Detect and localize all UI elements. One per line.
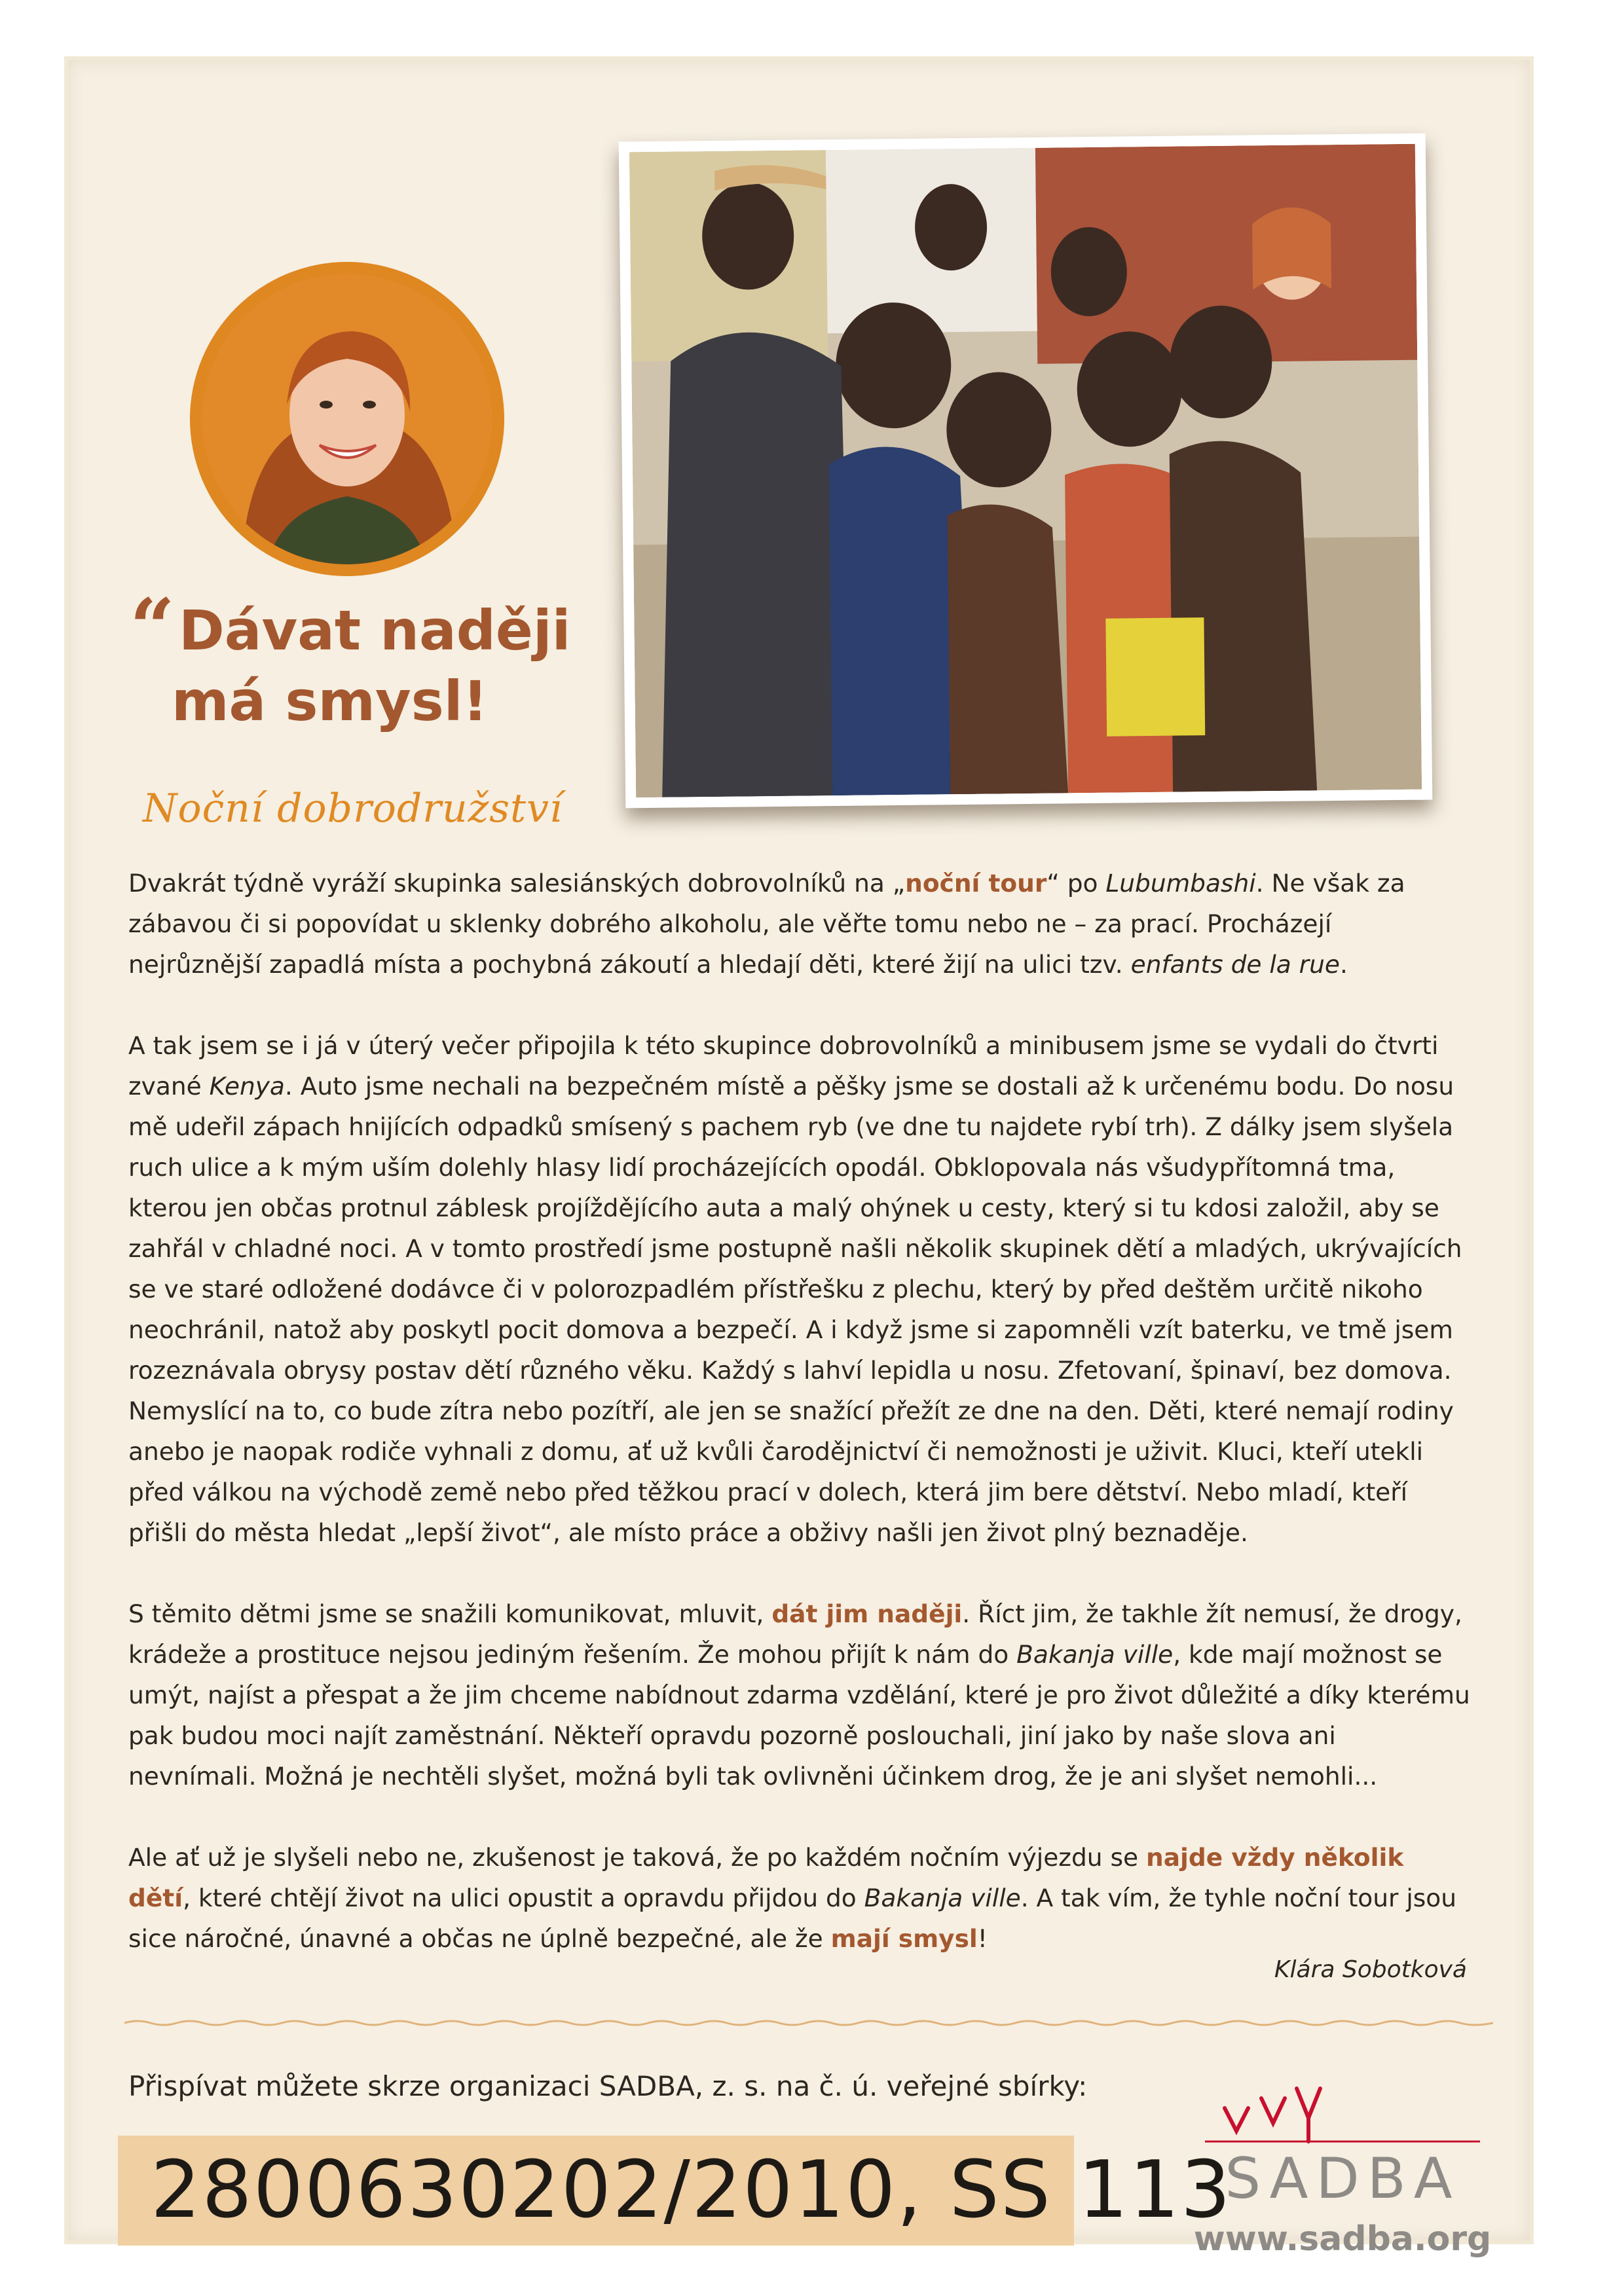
quote-mark: “ — [130, 581, 176, 674]
body-text: . Auto jsme nechali na bezpečném místě a pěšky jsme se dostali až k určenému bodu. Do nosu mě udeřil zápach hnijících odpadků smísený s pachem ryb (ve dne tu najdete rybí trh). Z dálky jsem slyšela ruch ulice a k mým uším dolehly hlasy lidí procházejících opodál. Obklopovala nás všudypřítomná tma, kterou jen občas protnul záblesk projíždějícího auta a malý ohýnek u cesty, který si tu kdosi založil, aby se zahřál v chladné noci. A v tomto prostředí jsme postupně našli několik skupinek dětí a mladých, ukrývajících se ve staré odložené dodávce či v polorozpadlém přístřešku z plechu, který by před deštěm určitě nikoho neochránil, natož aby poskytl pocit domova a bezpečí. A i když jsme si zapomněli vzít baterku, ve tmě jsem rozeznávala obrysy postav dětí různého věku. Každý s lahví lepidla u nosu. Zfetovaní, špinaví, bez domova. Nemyslící na to, co bude zítra nebo pozítří, ale jen se snažící přežít ze dne na den. Děti, které nemají rodiny anebo je naopak rodiče vyhnali z domu, ať už kvůli čarodějnictví či nemožnosti je uživit. Kluci, kteří utekli před válkou na východě země nebo před těžkou prací v dolech, která jim bere dětství. Nebo mladí, kteří přišli do města hledat „lepší život“, ale místo práce a obživy našli jen život plný beznaděje. — [128, 1072, 1462, 1547]
body-text: . Říct jim, že takhle žít nemusí, že drogy, krádeže a prostituce nejsou jediným řešením. Že mohou přijít k nám do — [128, 1599, 1462, 1669]
quote-line-2: má smysl! — [172, 669, 488, 733]
bank-account-number: 2800630202/2010, SS 113 — [151, 2145, 1232, 2236]
pull-quote — [130, 581, 627, 737]
body-text: ! — [977, 1924, 988, 1953]
paragraph-1 — [128, 863, 1471, 985]
italic-text: Lubumbashi — [1105, 869, 1256, 898]
body-text: . A tak vím, že tyhle noční tour jsou sice náročné, únavné a občas ne úplně bezpečné, ale že — [128, 1884, 1457, 1953]
sadba-website-link[interactable]: www.sadba.org — [1193, 2219, 1492, 2259]
paragraph-4 — [128, 1837, 1471, 1959]
italic-text: Kenya — [209, 1072, 285, 1101]
body-text: S těmito dětmi jsme se snažili komunikovat, mluvit, — [128, 1599, 772, 1628]
body-text: “ po — [1046, 869, 1106, 898]
body-text: Dvakrát týdně vyráží skupinka salesiánských dobrovolníků na „ — [128, 869, 906, 898]
children-photo — [629, 144, 1422, 798]
body-text: . — [1339, 950, 1348, 979]
author-signature: Klára Sobotková — [1274, 1956, 1467, 1983]
highlight-text: dát jim naději — [771, 1599, 963, 1628]
photo-frame — [619, 134, 1433, 809]
author-portrait — [202, 274, 492, 564]
body-text: Ale ať už je slyšeli nebo ne, zkušenost je taková, že po každém nočním výjezdu se — [128, 1843, 1146, 1872]
highlight-text: najde vždy několik dětí — [128, 1843, 1404, 1912]
paragraph-3 — [128, 1594, 1471, 1796]
body-text: , které chtějí život na ulici opustit a opravdu přijdou do — [183, 1884, 864, 1912]
italic-text: enfants de la rue — [1130, 950, 1340, 979]
body-text: A tak jsem se i já v úterý večer připojila k této skupince dobrovolníků a minibusem jsme se vydali do čtvrti zvané — [128, 1031, 1439, 1101]
highlight-text: noční tour — [905, 869, 1047, 898]
contribution-text: Přispívat můžete skrze organizaci SADBA, z. s. na č. ú. veřejné sbírky: — [128, 2070, 1088, 2102]
section-subhead: Noční dobrodružství — [143, 786, 563, 831]
body-text: . Ne však za zábavou či si popovídat u sklenky dobrého alkoholu, ale věřte tomu nebo ne – za prací. Procházejí nejrůznější zapadlá místa a pochybná zákoutí a hledají děti, které žijí na ulici tzv. — [128, 869, 1405, 979]
italic-text: Bakanja ville — [1016, 1640, 1174, 1669]
article-body — [128, 863, 1471, 1999]
highlight-text: mají smysl — [830, 1924, 978, 1953]
sadba-logo-text: SADBA — [1225, 2146, 1460, 2212]
paragraph-2 — [128, 1025, 1471, 1553]
wavy-divider — [124, 2018, 1493, 2028]
italic-text: Bakanja ville — [864, 1884, 1021, 1912]
body-text: , kde mají možnost se umýt, najíst a přespat a že jim chceme nabídnout zdarma vzdělání, které je pro život důležité a díky kterému pak budou moci najít zaměstnání. Někteří opravdu pozorně poslouchali, jiní jako by naše slova ani nevnímali. Možná je nechtěli slyšet, možná byli tak ovlivněni účinkem drog, že je ani slyšet nemohli... — [128, 1640, 1470, 1791]
quote-line-1: Dávat naději — [179, 598, 571, 663]
